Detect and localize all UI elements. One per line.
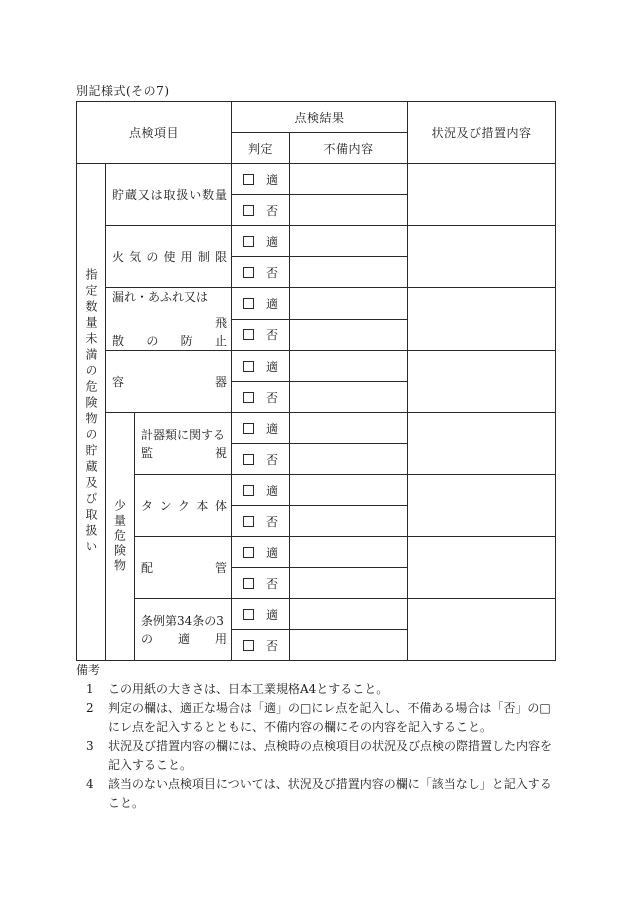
item-piping-label: 配管 [141,561,227,575]
notes-section [76,661,554,813]
item-leak-line2b: 散の防止 [112,334,227,348]
defect-cell-meter[interactable] [290,444,408,475]
checkbox[interactable] [243,298,254,309]
checkbox[interactable] [243,485,254,496]
defect-cell-tank[interactable] [290,475,408,506]
judgment-ok-leak[interactable]: 適 [232,288,290,320]
header-inspection-result: 点検結果 [232,102,408,133]
group-main-cell [77,164,106,661]
checkbox[interactable] [243,640,254,651]
checkbox[interactable] [243,423,254,434]
judgment-ng-meter[interactable]: 否 [232,444,290,475]
note-item: 3 状況及び措置内容の欄には、点検時の点検項目の状況及び点検の際措置した内容を記入すること。 [86,739,553,772]
item-ordinance-line2: の適用 [141,631,227,646]
judgment-ng-ordinance[interactable]: 否 [232,630,290,661]
notes-heading: 備考 [76,663,101,677]
defect-cell-storage[interactable] [290,164,408,195]
item-storage-quantity [106,164,232,226]
item-meter-line2: 監視 [141,445,227,460]
judgment-ok-storage[interactable]: 適 [232,164,290,195]
defect-cell-container[interactable] [290,382,408,413]
checkbox[interactable] [243,547,254,558]
checkbox[interactable] [243,205,254,216]
judgment-ng-fire[interactable]: 否 [232,257,290,288]
header-judgment: 判定 [232,133,290,164]
defect-cell-fire[interactable] [290,257,408,288]
item-leak-line2a: 飛 [214,316,227,330]
status-cell-storage[interactable] [408,164,556,226]
checkbox[interactable] [243,392,254,403]
header-status-and-measures: 状況及び措置内容 [408,102,556,164]
checkbox[interactable] [243,516,254,527]
item-fire-restriction-label: 火気の使用制限 [112,250,227,264]
checkbox[interactable] [243,267,254,278]
checkbox[interactable] [243,454,254,465]
judgment-ok-piping[interactable]: 適 [232,537,290,568]
group-main-label: 指定数量未満の危険物の貯蔵及び取扱い [84,268,98,556]
defect-cell-piping[interactable] [290,537,408,568]
status-cell-container[interactable] [408,351,556,413]
status-cell-leak[interactable] [408,288,556,351]
item-ordinance-application [135,599,232,661]
judgment-ok-container[interactable]: 適 [232,351,290,382]
item-container [106,351,232,413]
item-tank-body [135,475,232,537]
judgment-ng-leak[interactable]: 否 [232,319,290,351]
defect-cell-piping[interactable] [290,568,408,599]
defect-cell-fire[interactable] [290,226,408,257]
item-meter-line1: 計器類に関する [141,427,226,442]
note-item: 2 判定の欄は、適正な場合は「適」の□にレ点を記入し、不備ある場合は「否」の□にレ点を記入するとともに、不備内容の欄にその内容を記入すること。 [86,701,551,734]
checkbox[interactable] [243,174,254,185]
judgment-ok-ordinance[interactable]: 適 [232,599,290,630]
defect-cell-storage[interactable] [290,195,408,226]
defect-cell-leak[interactable] [290,319,408,351]
defect-cell-leak[interactable] [290,288,408,320]
judgment-ok-fire[interactable]: 適 [232,226,290,257]
status-cell-fire[interactable] [408,226,556,288]
judgment-ng-tank[interactable]: 否 [232,506,290,537]
item-leak-line1: 漏れ・あふれ又は [112,290,209,304]
item-fire-restriction [106,226,232,288]
checkbox[interactable] [243,609,254,620]
status-cell-piping[interactable] [408,537,556,599]
defect-cell-meter[interactable] [290,413,408,444]
checkbox[interactable] [243,236,254,247]
status-cell-ordinance[interactable] [408,599,556,661]
status-cell-meter[interactable] [408,413,556,475]
item-tank-body-label: タンク本体 [141,499,227,513]
defect-cell-ordinance[interactable] [290,630,408,661]
group-sub-cell [106,413,135,661]
note-item: 1 この用紙の大きさは、日本工業規格A4とすること。 [86,682,389,696]
judgment-ng-piping[interactable]: 否 [232,568,290,599]
inspection-table [76,101,556,661]
judgment-ok-meter[interactable]: 適 [232,413,290,444]
judgment-ok-tank[interactable]: 適 [232,475,290,506]
status-cell-tank[interactable] [408,475,556,537]
item-ordinance-line1: 条例第34条の3 [141,613,224,628]
note-item: 4 該当のない点検項目については、状況及び措置内容の欄に「該当なし」と記入すること。 [86,777,552,810]
checkbox[interactable] [243,329,254,340]
item-leak-prevention [106,288,232,351]
judgment-ng-container[interactable]: 否 [232,382,290,413]
item-piping [135,537,232,599]
checkbox[interactable] [243,361,254,372]
judgment-ng-storage[interactable]: 否 [232,195,290,226]
group-sub-label: 少量危険物 [112,499,127,574]
item-meter-monitoring [135,413,232,475]
defect-cell-tank[interactable] [290,506,408,537]
checkbox[interactable] [243,578,254,589]
defect-cell-container[interactable] [290,351,408,382]
header-inspection-item: 点検項目 [77,102,232,164]
defect-cell-ordinance[interactable] [290,599,408,630]
header-defect-content: 不備内容 [290,133,408,164]
item-container-label: 容器 [112,375,227,389]
form-title: 別記様式(その7) [76,84,170,98]
item-storage-quantity-label: 貯蔵又は取扱い数量 [112,188,227,202]
